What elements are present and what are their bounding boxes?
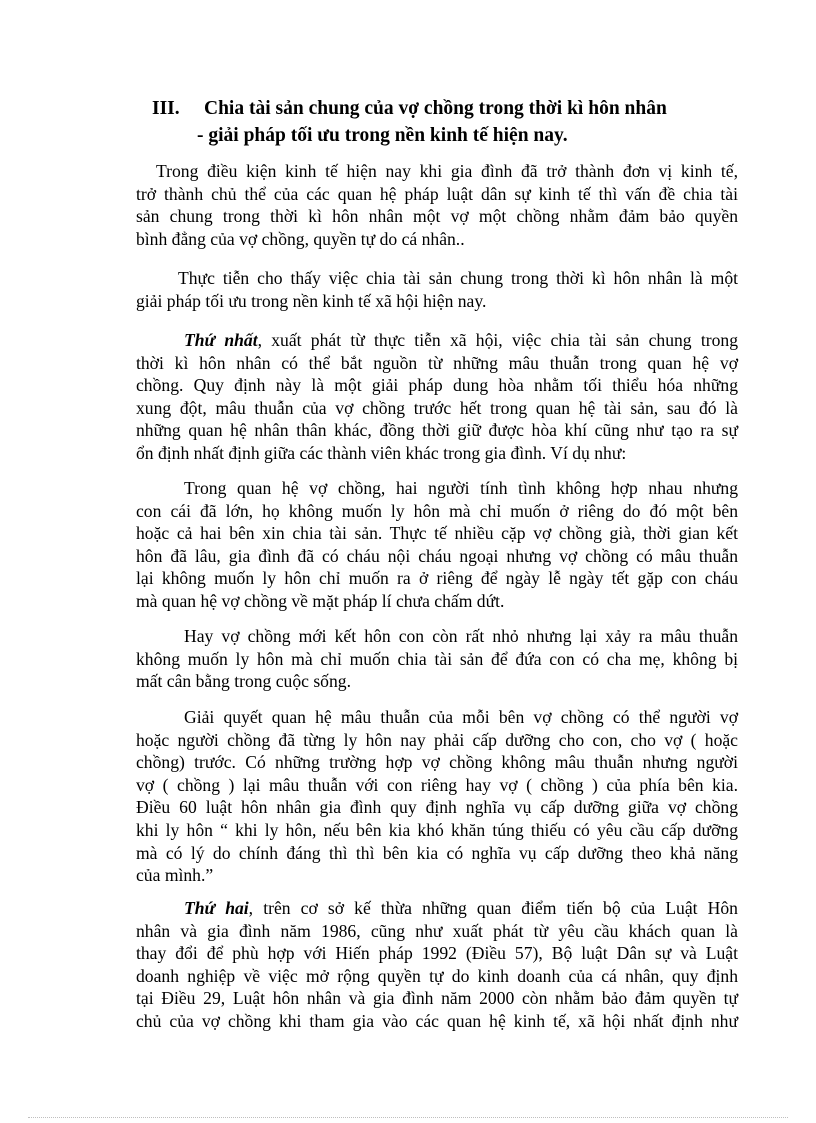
- paragraph-line: tại Điều 29, Luật hôn nhân và gia đình năm 2000 còn nhằm bảo đảm quyền tự: [136, 988, 738, 1009]
- paragraph-line: mất cân bằng trong cuộc sống.: [136, 671, 351, 692]
- paragraph-line: chồng) trước. Có những trường hợp vợ chồng không mâu thuẫn nhưng người: [136, 752, 738, 773]
- paragraph-line: con cái đã lớn, họ không muốn ly hôn mà chỉ muốn ở riêng do đó một bên: [136, 500, 738, 521]
- paragraph-line: Giải quyết quan hệ mâu thuẫn của mỗi bên vợ chồng có thể người vợ: [184, 707, 738, 727]
- paragraph-line-text: , xuất phát từ thực tiễn xã hội, việc chia tài sản chung trong: [257, 330, 738, 350]
- paragraph-line: Trong quan hệ vợ chồng, hai người tính tình không hợp nhau nhưng: [184, 478, 738, 498]
- paragraph-line: mà quan hệ vợ chồng về mặt pháp lí chưa chấm dứt.: [136, 590, 505, 611]
- paragraph-line: xung đột, mâu thuẫn của vợ chồng trước hết trong quan hệ tài sản, sau đó là: [136, 397, 738, 418]
- paragraph-5: [136, 625, 738, 693]
- emphasis-lead: Thứ hai: [184, 898, 249, 918]
- paragraph-line: chồng. Quy định này là một giải pháp dung hòa nhằm tối thiểu hóa những: [136, 375, 738, 396]
- paragraph-line: nhân và gia đình năm 1986, cũng như xuất phát từ yêu cầu khách quan là: [136, 920, 738, 941]
- paragraph-line: [136, 897, 738, 920]
- page-bottom-dotted-rule: [28, 1117, 788, 1118]
- paragraph-line: vợ ( chồng ) lại mâu thuẫn với con riêng hay vợ ( chồng ) của phía bên kia.: [136, 774, 738, 795]
- paragraph-line: không muốn ly hôn mà chỉ muốn chia tài sản để đứa con có cha mẹ, không bị: [136, 648, 738, 669]
- section-title-line-1: Chia tài sản chung của vợ chồng trong thời kì hôn nhân: [204, 98, 667, 119]
- paragraph-line: của mình.”: [136, 865, 214, 886]
- paragraph-line-text: , trên cơ sở kế thừa những quan điểm tiến bộ của Luật Hôn: [248, 898, 738, 918]
- paragraph-4: [136, 477, 738, 613]
- section-number: III.: [152, 98, 180, 119]
- paragraph-1: [136, 160, 738, 250]
- paragraph-line: ổn định nhất định giữa các thành viên khác trong gia đình. Ví dụ như:: [136, 442, 627, 463]
- paragraph-line: Hay vợ chồng mới kết hôn con còn rất nhỏ nhưng lại xảy ra mâu thuẫn: [184, 626, 738, 646]
- paragraph-line: thay đổi để phù hợp với Hiến pháp 1992 (Điều 57), Bộ luật Dân sự và Luật: [136, 943, 738, 964]
- paragraph-line: bình đẳng của vợ chồng, quyền tự do cá nhân..: [136, 228, 465, 249]
- paragraph-line: Điều 60 luật hôn nhân gia đình quy định nghĩa vụ cấp dưỡng giữa vợ chồng: [136, 797, 738, 818]
- paragraph-3: [136, 329, 738, 465]
- paragraph-line: sản chung trong thời kì hôn nhân một vợ một chồng nhằm đảm bảo quyền: [136, 206, 738, 227]
- paragraph-7: [136, 897, 738, 1033]
- paragraph-line: hoặc cả hai bên xin chia tài sản. Thực tế nhiều cặp vợ chồng già, thời gian kết: [136, 523, 738, 544]
- emphasis-lead: Thứ nhất: [184, 330, 258, 350]
- paragraph-line: chủ của vợ chồng khi tham gia vào các quan hệ kinh tế, xã hội nhất định như: [136, 1010, 738, 1031]
- paragraph-line: mà có lý do chính đáng thì thì bên kia có nghĩa vụ cấp dưỡng theo khả năng: [136, 842, 738, 863]
- paragraph-line: khi ly hôn “ khi ly hôn, nếu bên kia khó khăn túng thiếu có yêu cầu cấp dưỡng: [136, 819, 738, 840]
- paragraph-6: [136, 706, 738, 887]
- paragraph-line: hoặc người chồng đã từng ly hôn nay phải cấp dưỡng cho con, cho vợ ( hoặc: [136, 729, 738, 750]
- paragraph-line: Trong điều kiện kinh tế hiện nay khi gia đình đã trở thành đơn vị kinh tế,: [156, 161, 738, 181]
- paragraph-line: hôn đã lâu, gia đình đã có cháu nội cháu ngoại nhưng vợ chồng có mâu thuẫn: [136, 545, 738, 566]
- paragraph-line: Thực tiễn cho thấy việc chia tài sản chung trong thời kì hôn nhân là một: [178, 268, 738, 288]
- paragraph-line: [136, 329, 738, 352]
- section-title-line-2: - giải pháp tối ưu trong nền kinh tế hiện nay.: [197, 125, 568, 146]
- paragraph-2: [136, 267, 738, 312]
- paragraph-line: lại không muốn ly hôn chỉ muốn ra ở riêng để ngày lễ ngày tết gặp con cháu: [136, 568, 738, 589]
- paragraph-line: những quan hệ nhân thân khác, đồng thời giữ được hòa khí cũng như tạo ra sự: [136, 420, 738, 441]
- paragraph-line: trở thành chủ thể của các quan hệ pháp luật dân sự kinh tế thì vấn đề chia tài: [136, 183, 738, 204]
- paragraph-line: doanh nghiệp về việc mở rộng quyền tự do kinh doanh của cá nhân, quy định: [136, 965, 738, 986]
- paragraph-line: giải pháp tối ưu trong nền kinh tế xã hội hiện nay.: [136, 290, 487, 311]
- paragraph-line: thời kì hôn nhân có thể bắt nguồn từ những mâu thuẫn trong quan hệ vợ: [136, 352, 738, 373]
